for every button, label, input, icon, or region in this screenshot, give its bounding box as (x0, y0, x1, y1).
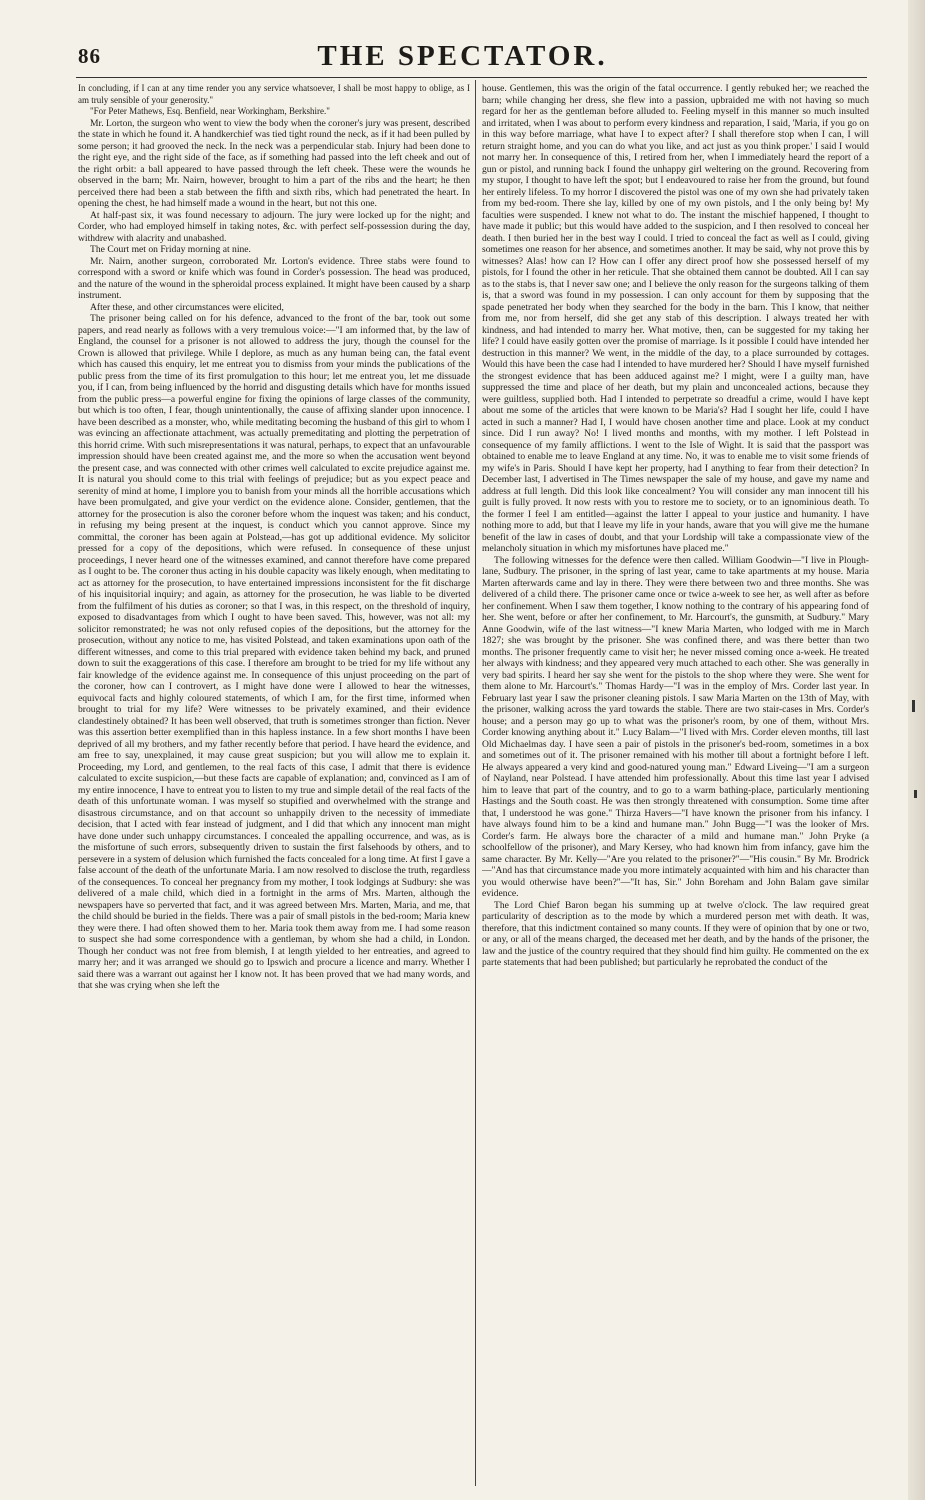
paragraph: Mr. Lorton, the surgeon who went to view the body when the coroner's jury was present, described the state in which he found it. A handkerchief was tied tight round the neck, as if it had been pulled by some person; it had grooved the neck. In the neck was a perpendicular stab. Injury had been done to the right eye, and the right side of the face, as if something had passed into the left cheek and out of the right orbit: a ball appeared to have passed through the left cheek. These were the wounds he observed in the barn; Mr. Nairn, however, brought to him a part of the ribs and the heart; he then perceived there had been a stab between the fifth and sixth ribs, which had penetrated the heart. In opening the chest, he had himself made a wound in the heart, but not this one. (78, 117, 470, 209)
paragraph: The Court met on Friday morning at nine. (90, 244, 251, 255)
paragraph: The Lord Chief Baron began his summing up at twelve o'clock. The law required great particularity of description as to the mode by which a murdered person met with death. It was, therefore, that this indictment contained so many counts. If they were of opinion that by one or two, or any, or all of the means charged, the deceased met her death, and by the hands of the prisoner, the law and the justice of the country required that they should find him guilty. He commented on the ex parte statements that had been published; but particularly he reprobated the conduct of the (482, 899, 869, 968)
paragraph: After these, and other circumstances were elicited, (90, 301, 284, 313)
paragraph: In concluding, if I can at any time render you any service whatsoever, I shall be most happy to oblige, as I am truly sensible of your generosity." (78, 83, 470, 105)
paragraph: The prisoner being called on for his defence, advanced to the front of the bar, took out some papers, and read nearly as follows with a very tremulous voice:—"I am informed that, by the law of England, the counsel for a prisoner is not allowed to address the jury, though the counsel for the Crown is allowed that privilege. While I deplore, as much as any human being can, the fatal event which has caused this enquiry, let me entreat you to dismiss from your minds the publications of the public press from the time of its first promulgation to this hour; let me entreat you, let me dissuade you, if I can, from being influenced by the horrid and disgusting details which have for months issued from the public press—a powerful engine for fixing the opinions of large classes of the community, but which is too often, I fear, though unintentionally, the cause of affixing slander upon innocence. I have been described as a monster, who, while meditating becoming the husband of this girl to whom I was evincing an affectionate attachment, was actually premeditating and plotting the perpetration of this horrid crime. With such misrepresentations it was natural, perhaps, to expect that an unfavourable impression should have been created against me, and the more so when the accusation went beyond the present case, and was connected with other crimes well calculated to excite prejudice against me. It is natural you should come to this trial with feelings of prejudice; but as you expect peace and serenity of mind at home, I implore you to banish from your minds all the horrible accusations which have been promulgated, and give your verdict on the evidence alone. Consider, gentlemen, that the attorney for the prosecution is also the coroner before whom the inquest was taken; and his conduct, in refusing my being present at the inquest, is conduct which you cannot approve. Since my committal, the coroner has been again at Polstead,—has got up additional evidence. My solicitor pressed for a copy of the depositions, which were refused. In consequence of these unjust proceedings, I never heard one of the witnesses examined, and cannot therefore have come prepared as I ought to be. The coroner thus acting in his double capacity was likely enough, when meditating to act as attorney for the prosecution, to have entertained impressions inconsistent for the fit discharge of his inquisitorial inquiry; and again, as attorney for the prosecution, he was liable to be diverted from the fulfilment of his duties as coroner; so that I was, in this respect, on the threshold of inquiry, exposed to disadvantages from which I ought to have been saved. This, however, was not all: my solicitor remonstrated; he was not only refused copies of the depositions, but the attorney for the prosecution, without any notice to me, has visited Polstead, and taken examinations upon oath of the different witnesses, and come to this trial prepared with evidence taken behind my back, and pruned down to suit the exaggerations of this case. I therefore am brought to be tried for my life without any fair knowledge of the evidence against me. In consequence of this unjust proceeding on the part of the coroner, how can I controvert, as I might have done were I allowed to hear the witnesses, equivocal facts and highly coloured statements, of which I am, for the first time, informed when brought to trial for my life? Were witnesses to be privately examined, and their evidence clandestinely obtained? It has been well observed, that truth is sometimes stronger than fiction. Never was this assertion better exemplified than in this hapless instance. In a few short months I have been deprived of all my brothers, and my father recently before that period. I have heard the evidence, and am free to say, unexplained, it may cause great suspicion; but you will allow me to explain it. Proceeding, my Lord, and gentlemen, to the real facts of this case, I admit that there is evidence calculated to excite suspicion,—but these facts are capable of explanation; and, convinced as I am of my entire innocence, I have to entreat you to listen to my true and simple detail of the real facts of the death of this unfortunate woman. I was myself so stupified and overwhelmed with the strange and disastrous circumstance, and on that account so unhappily driven to the necessity of immediate decision, that I acted with fear instead of judgment, and I did that which any innocent man might have done under such unhappy circumstances. I concealed the appalling occurrence, and was, as is the misfortune of such errors, subsequently driven to sustain the first falsehoods by others, and to persevere in a system of delusion which furnished the facts concealed for a long time. At first I gave a false account of the death of the unfortunate Maria. I am now resolved to disclose the truth, regardless of the consequences. To conceal her pregnancy from my mother, I took lodgings at Sudbury: she was delivered of a male child, which died in a fortnight in the arms of Mrs. Marten, although the newspapers have so perverted that fact, and it was agreed between Mrs. Marten, Maria, and me, that the child should be buried in the fields. There was a pair of small pistols in the bed-room; Maria knew they were there. I had often showed them to her. Maria took them away from me. I had some reason to suspect she had some correspondence with a gentleman, by whom she had a child, in London. Though her conduct was not free from blemish, I at length yielded to her entreaties, and agreed to marry her; and it was arranged we should go to Ipswich and procure a licence and marry. Whether I said there was a warrant out against her I know not. It has been proved that we had many words, and that she was crying when she left the (78, 313, 470, 991)
paragraph: house. Gentlemen, this was the origin of the fatal occurrence. I gently rebuked her; we reached the barn; while changing her dress, she flew into a passion, upbraided me with not having so much regard for her as the gentleman before alluded to. Feeling myself in this manner so much insulted and irritated, when I was about to perform every kindness and reparation, I said, 'Maria, if you go on in this way before marriage, what have I to expect after? I shall therefore stop when I can, I will return straight home, and you can do what you like, and act just as you think proper.' I said I would not marry her. In consequence of this, I retired from her, when I immediately heard the report of a gun or pistol, and running back I found the unhappy girl weltering on the ground. Recovering from my stupor, I thought to have left the spot; but I endeavoured to raise her from the ground, but found her entirely lifeless. To my horror I discovered the pistol was one of my own she had privately taken from my bed-room. There she lay, killed by one of my own pistols, and I the only being by! My faculties were suspended. I knew not what to do. The instant the mischief happened, I thought to have made it public; but this would have added to the suspicion, and I then resolved to conceal her death. I then buried her in the best way I could. I tried to conceal the fact as well as I could, giving sometimes one reason for her absence, and sometimes another. It may be said, why not prove this by witnesses? Alas! how can I? How can I offer any direct proof how she possessed herself of my pistols, for I found the other in her reticule. That she obtained them cannot be doubted. All I can say as to the stabs is, that I never saw one; and I believe the only reason for the surgeons talking of them is, that a sword was found in my possession. I can only account for them by supposing that the spade penetrated her body when they searched for the body in the barn. This I know, that neither from me, nor from herself, did she get any stab of this description. I always treated her with kindness, and had intended to marry her. What motive, then, can be suggested for my taking her life? I could have easily gotten over the promise of marriage. Is it possible I could have intended her destruction in this manner? We went, in the middle of the day, to a place surrounded by cottages. Would this have been the case had I intended to have murdered her? Should I have myself furnished the strongest evidence that has been adduced against me? I might, were I a guilty man, have suppressed the time and place of her death, but my plain and unconcealed actions, because they were guiltless, supplied both. Had I intended to perpetrate so dreadful a crime, would I have kept about me some of the articles that were known to be Maria's? Had I sought her life, could I have acted in such a manner? Had I, I would have chosen another time and place. Look at my conduct since. Did I run away? No! I lived months and months, with my mother. I left Polstead in consequence of my family afflictions. I went to the Isle of Wight. It is said that the passport was obtained to enable me to leave England at any time. No, it was to enable me to visit some friends of my wife's in Paris. Should I have kept her property, had I anything to fear from their detection? In December last, I advertised in The Times newspaper the sale of my house, and gave my name and address at full length. Did this look like concealment? You will consider any man innocent till his guilt is fully proved. It now rests with you to restore me to society, or to an ignominious death. To the former I feel I am entitled—against the latter I appeal to your justice and humanity. I have nothing more to add, but that I leave my life in your hands, aware that you will give me the humane benefit of the law in cases of doubt, and that your Lordship will take a compassionate view of the melancholy situation in which my misfortunes have placed me." (482, 83, 869, 554)
margin-mark (912, 700, 915, 712)
page-edge (908, 0, 925, 1500)
paragraph: Mr. Nairn, another surgeon, corroborated Mr. Lorton's evidence. Three stabs were found to correspond with a sword or knife which was found in Corder's possession. The head was produced, and the nature of the wound in the spheroidal process explained. It might have been caused by a sharp instrument. (78, 255, 470, 301)
right-column (482, 83, 869, 1483)
margin-mark (914, 790, 917, 798)
page-number: 86 (78, 44, 101, 68)
masthead-title: THE SPECTATOR. (317, 40, 608, 72)
column-divider (475, 80, 476, 1486)
header-rule (76, 77, 867, 78)
left-column (78, 83, 470, 1483)
paragraph: The following witnesses for the defence were then called. William Goodwin—"I live in Plough-lane, Sudbury. The prisoner, in the spring of last year, came to take apartments at my house. Maria Marten afterwards came and lay in there. They were there between two and three months. She was delivered of a child there. The prisoner came once or twice a-week to see her, as well after as before her confinement. When I saw them together, I know nothing to the contrary of his appearing fond of her. She went, before or after her confinement, to Mr. Harcourt's, the gunsmith, at Sudbury." Mary Anne Goodwin, wife of the last witness—"I knew Maria Marten, who lodged with me in March 1827; she was brought by the prisoner. She was confined there, and was there better than two months. The prisoner frequently came to visit her; he never missed coming once a-week. He treated her always with kindness; and they appeared very much attached to each other. She was generally in very bad spirits. I heard her say she went for the pistols to the shop where they were. She went for them alone to Mr. Harcourt's." Thomas Hardy—"I was in the employ of Mrs. Corder last year. In February last year I saw the prisoner cleaning pistols. I saw Maria Marten on the 13th of May, with the prisoner, walking across the yard towards the stable. There are two stair-cases in Mrs. Corder's house; and a person may go up to what was the prisoner's room, by one of them, without Mrs. Corder knowing anything about it." Lucy Balam—"I lived with Mrs. Corder eleven months, till last Old Michaelmas day. I have seen a pair of pistols in the prisoner's bed-room, sometimes in a box and sometimes out of it. The prisoner remained with his mother till about a fortnight before I left. He always appeared a very kind and good-natured young man." Edward Liveing—"I am a surgeon of Nayland, near Polstead. I have attended him professionally. About this time last year I advised him to leave that part of the country, and to go to a warm bathing-place, particularly mentioning Hastings and the South coast. He was then strongly threatened with consumption. Some time after that, I understood he was gone." Thirza Havers—"I have known the prisoner from his infancy. I have always found him to be a kind and humane man." John Bugg—"I was the looker of Mrs. Corder's farm. He always bore the character of a mild and humane man." John Pryke (a schoolfellow of the prisoner), and Mary Kersey, who had known him from infancy, gave him the same character. By Mr. Kelly—"Are you related to the prisoner?"—"His cousin." By Mr. Brodrick—"And has that circumstance made you more intimately acquainted with him and his character than you would otherwise have been?"—"It has, Sir." John Boreham and John Balam gave similar evidence. (482, 554, 869, 899)
paragraph: At half-past six, it was found necessary to adjourn. The jury were locked up for the night; and Corder, who had employed himself in taking notes, &c. with perfect self-possession during the day, withdrew with alacrity and unabashed. (78, 209, 470, 244)
paragraph: "For Peter Mathews, Esq. Benfield, near Workingham, Berkshire." (90, 106, 330, 116)
